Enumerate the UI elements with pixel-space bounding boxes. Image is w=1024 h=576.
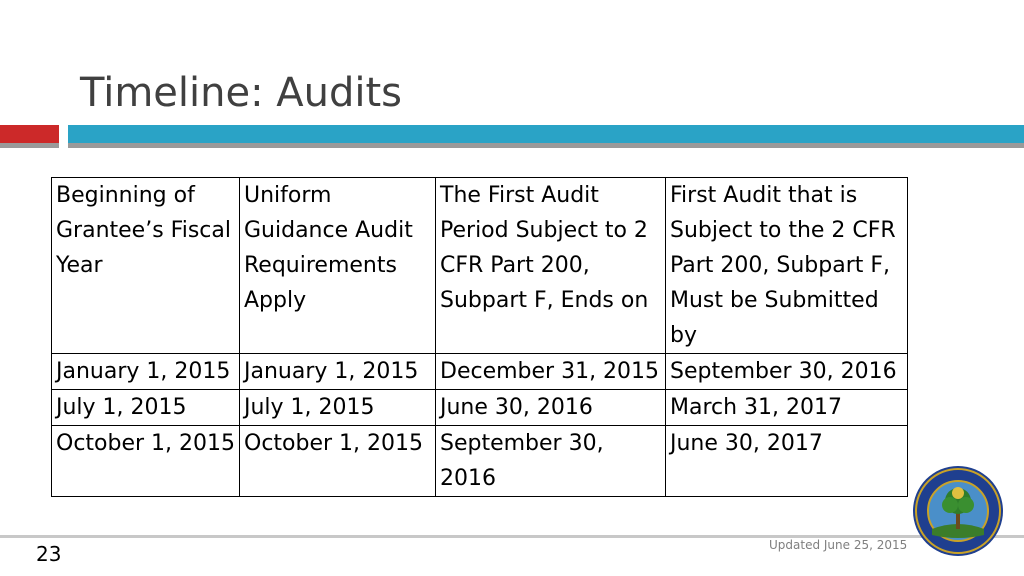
accent-red-shadow	[0, 143, 59, 148]
table-header-row	[52, 178, 908, 354]
table-header-cell: The First Audit Period Subject to 2 CFR Part 200, Subpart F, Ends on	[436, 178, 666, 354]
table-header-cell: Beginning of Grantee’s Fiscal Year	[52, 178, 240, 354]
updated-date-note: Updated June 25, 2015	[769, 538, 908, 552]
table-cell: July 1, 2015	[240, 390, 436, 426]
table-cell: January 1, 2015	[240, 354, 436, 390]
audit-timeline-table	[51, 177, 908, 497]
table-cell: September 30, 2016	[666, 354, 908, 390]
title-accent-bar	[0, 125, 1024, 149]
table-cell: December 31, 2015	[436, 354, 666, 390]
table-cell: June 30, 2017	[666, 426, 908, 497]
accent-blue-bar	[68, 125, 1024, 143]
table-header-cell: Uniform Guidance Audit Requirements Apply	[240, 178, 436, 354]
table-cell: June 30, 2016	[436, 390, 666, 426]
slide-title: Timeline: Audits	[80, 70, 403, 116]
table-header-cell: First Audit that is Subject to the 2 CFR Part 200, Subpart F, Must be Submitted by	[666, 178, 908, 354]
accent-blue-shadow	[68, 143, 1024, 148]
table-row	[52, 390, 908, 426]
department-of-education-seal-icon	[912, 465, 1004, 557]
table-row	[52, 426, 908, 497]
table-cell: October 1, 2015	[240, 426, 436, 497]
slide-number: 23	[36, 542, 62, 566]
table-row	[52, 354, 908, 390]
table-cell: January 1, 2015	[52, 354, 240, 390]
table-cell: September 30, 2016	[436, 426, 666, 497]
table-cell: March 31, 2017	[666, 390, 908, 426]
accent-red-block	[0, 125, 59, 143]
table-cell: July 1, 2015	[52, 390, 240, 426]
table-cell: October 1, 2015	[52, 426, 240, 497]
